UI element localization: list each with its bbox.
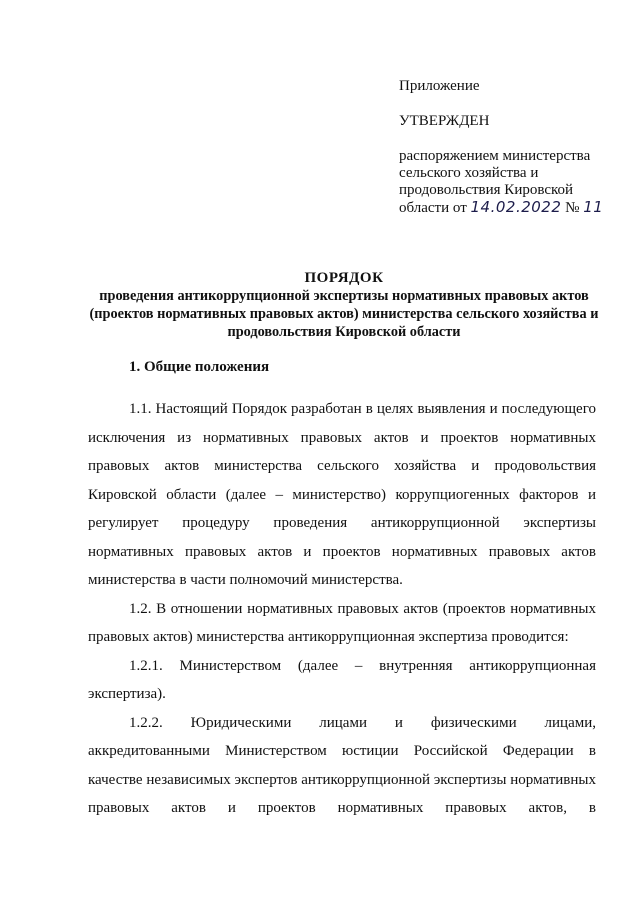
order-line-1: распоряжением министерства bbox=[399, 148, 591, 164]
appendix-label: Приложение bbox=[399, 78, 480, 94]
paragraph-1-2: 1.2. В отношении нормативных правовых актов (проектов нормативных правовых актов) министерства антикоррупционная экспертиза проводится: bbox=[88, 600, 596, 645]
number-sign: № bbox=[565, 200, 580, 216]
order-date-line bbox=[399, 199, 614, 217]
paragraph-1-2-2: 1.2.2. Юридическими лицами и физическими лицами, аккредитованными Министерством юстиции Российской Федерации в качестве независимых экспертов антикоррупционной экспертизы нормативных правовых актов и проектов нормативных правовых актов, в bbox=[88, 714, 596, 816]
paragraph-1-2-1: 1.2.1. Министерством (далее – внутренняя антикоррупционная экспертиза). bbox=[88, 657, 596, 702]
handwritten-number: 11 bbox=[583, 198, 604, 216]
order-line-2: сельского хозяйства и bbox=[399, 165, 539, 181]
body-text bbox=[88, 395, 596, 823]
order-line-3: продовольствия Кировской bbox=[399, 182, 574, 198]
approved-label: УТВЕРЖДЕН bbox=[399, 113, 490, 129]
paragraph-1-1: 1.1. Настоящий Порядок разработан в целях выявления и последующего исключения из нормативных правовых актов и проектов нормативных правовых актов министерства сельского хозяйства и продовольствия Кировской области (далее – министерство) коррупциогенных факторов и регулирует процедуру проведения антикоррупционной экспертизы нормативных правовых актов и проектов нормативных правовых актов министерства в части полномочий министерства. bbox=[88, 401, 596, 588]
region-prefix: области от bbox=[399, 200, 467, 216]
approval-stamp bbox=[399, 78, 614, 217]
handwritten-date: 14.02.2022 bbox=[470, 198, 562, 216]
title-block bbox=[80, 269, 608, 341]
document-title: ПОРЯДОК bbox=[304, 270, 384, 286]
document-subtitle: проведения антикоррупционной экспертизы нормативных правовых актов (проектов нормативных правовых актов) министерства сельского хозяйства и продовольствия Кировской области bbox=[89, 288, 599, 340]
section-heading: 1. Общие положения bbox=[129, 359, 270, 375]
